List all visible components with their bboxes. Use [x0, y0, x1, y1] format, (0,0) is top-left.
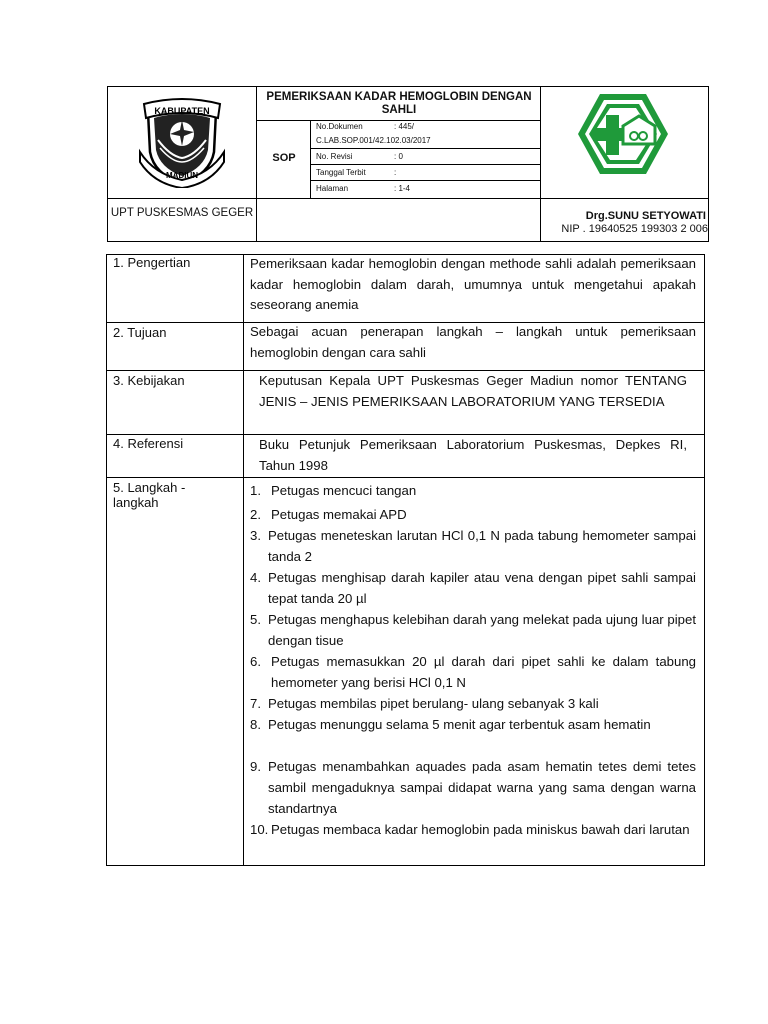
step-item: 4. Petugas menghisap darah kapiler atau vena dengan pipet sahli sampai tepat tanda 20 µl [250, 570, 696, 606]
section-label-referensi: 4. Referensi [113, 436, 184, 451]
section-text-pengertian: Pemeriksaan kadar hemoglobin dengan methode sahli adalah pemeriksaan kadar hemoglobin dalam darah, umumnya untuk mengetahui apakah seseorang anemia [250, 256, 696, 312]
step-item: 10. Petugas membaca kadar hemoglobin pada miniskus bawah dari larutan [250, 822, 690, 837]
signer-nip: NIP . 19640525 199303 2 006 [561, 223, 708, 235]
section-text-kebijakan: Keputusan Kepala UPT Puskesmas Geger Madiun nomor TENTANG JENIS – JENIS PEMERIKSAAN LABORATORIUM YANG TERSEDIA [259, 373, 687, 409]
step-item: 2. Petugas memakai APD [250, 507, 407, 522]
svg-text:KABUPATEN: KABUPATEN [154, 106, 210, 116]
document-title: PEMERIKSAAN KADAR HEMOGLOBIN DENGAN SAHLI [266, 91, 532, 116]
meta-revision: No. Revisi : 0 [316, 152, 403, 161]
section-label-kebijakan: 3. Kebijakan [113, 373, 185, 388]
organization-name: UPT PUSKESMAS GEGER [110, 207, 254, 219]
section-label-pengertian: 1. Pengertian [113, 255, 191, 270]
step-item: 1. Petugas mencuci tangan [250, 483, 417, 498]
signer-block [540, 210, 708, 236]
doc-type-label: SOP [272, 152, 296, 164]
section-text-referensi: Buku Petunjuk Pemeriksaan Laboratorium Puskesmas, Depkes RI, Tahun 1998 [259, 437, 687, 473]
section-label-tujuan: 2. Tujuan [113, 325, 167, 340]
step-item: 6. Petugas memasukkan 20 µl darah dari pipet sahli ke dalam tabung hemometer yang berisi HCl 0,1 N [250, 654, 696, 690]
section-text-tujuan: Sebagai acuan penerapan langkah – langkah untuk pemeriksaan hemoglobin dengan cara sahli [250, 324, 696, 360]
step-item: 9. Petugas menambahkan aquades pada asam hematin tetes demi tetes sambil mengaduknya sampai didapat warna yang sama dengan warna standartnya [250, 759, 696, 816]
signer-name: Drg.SUNU SETYOWATI [585, 210, 706, 222]
step-item: 7. Petugas membilas pipet berulang- ulang sebanyak 3 kali [250, 696, 599, 711]
step-item: 8. Petugas menunggu selama 5 menit agar terbentuk asam hematin [250, 717, 651, 732]
meta-doc-number: No.Dokumen : 445/ [316, 122, 415, 131]
section-label-langkah: 5. Langkah - langkah [113, 480, 186, 510]
step-item: 3. Petugas meneteskan larutan HCl 0,1 N pada tabung hemometer sampai tanda 2 [250, 528, 696, 564]
puskesmas-logo-icon [577, 92, 669, 176]
meta-page: Halaman : 1-4 [316, 184, 411, 193]
step-item: 5. Petugas menghapus kelebihan darah yang melekat pada ujung luar pipet dengan tisue [250, 612, 696, 648]
meta-doc-code: C.LAB.SOP.001/42.102.03/2017 [316, 136, 431, 145]
svg-text:MADIUN: MADIUN [166, 171, 198, 180]
kabupaten-madiun-emblem-icon [134, 96, 230, 188]
meta-issue-date: Tanggal Terbit : [316, 168, 397, 177]
